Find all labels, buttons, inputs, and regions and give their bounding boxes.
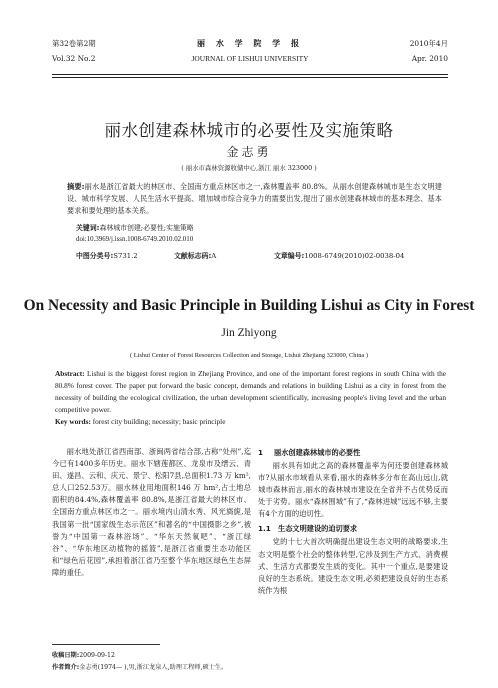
section-1-1-paragraph: 党的十七大首次明确提出建设生态文明的战略要求,生态文明是整个社会的整体转型,它涉及到生产方式、消费模式、生活方式都要发生质的变化。其中一个重点,是要建设良好的生态系统。建设生态文明,必须把建设良好的生态系统作为根 [258, 537, 448, 595]
volume-issue-en: Vol.32 No.2 [52, 54, 96, 63]
keywords-label-cn: 关键词: [76, 224, 100, 232]
abstract-label-en: Abstract: [55, 369, 85, 378]
article-title-cn: 丽水创建森林城市的必要性及实施策略 [104, 121, 394, 140]
section-1-1-title: 生态文明建设的迫切要求 [278, 524, 358, 534]
doc-code-field [174, 250, 274, 260]
section-1-1-heading [258, 522, 448, 536]
running-header [52, 38, 448, 74]
doi: doi:10.3969/j.issn.1008-6749.2010.02.010 [76, 236, 194, 243]
footnote-received [52, 650, 115, 659]
clc-value: S731.2 [113, 252, 138, 260]
doc-code-value: A [211, 252, 217, 260]
date-en: Apr. 2010 [411, 54, 448, 63]
classification-row [76, 250, 448, 260]
section-1-heading [258, 446, 448, 460]
clc-label: 中图分类号: [76, 252, 114, 260]
author-bio: 金志勇(1974— ),男,浙江龙泉人,助理工程师,硕士生。 [79, 664, 228, 671]
abstract-text-en: Lishui is the biggest forest region in Zhejiang Province, and one of the important forest regions in south China with the 80.8% forest cover. The paper put forward the basic concept, demands and relations in building Lishui as a city in forest from the necessity of building the ecological civilization, the urban development scientifically, increasing people's living level and the urban competitive power. [55, 369, 446, 414]
abstract-label-cn: 摘要: [67, 182, 85, 191]
body-left-column: 丽水地处浙江省西南部、浙闽两省结合部,古称“处州”,迄今已有1400多年历史。丽水下辖莲都区、龙泉市及缙云、青田、遂昌、云和、庆元、景宁、松阳7县,总面积1.73 万 km²,总人口252.53万。丽水林业用地面积146 万 hm²,占土地总面积的84.4%,森林覆盖率 80.8%,是浙江省最大的林区市、全国南方重点林区市之一。丽水境内山清水秀、风光旖旎,是我国第一批“国家级生态示范区”和著名的“中国摄影之乡”,被誉为“中国第一森林浴场”、“华东天然氧吧”、“浙江绿谷”、“华东地区动植物的摇篮”,是浙江省重要生态功能区和“绿色后花园”,承担着浙江省乃至整个华东地区绿色生态屏障的重任。 [52, 447, 251, 577]
section-1-1-number: 1.1 [258, 524, 271, 534]
author-bio-label: 作者简介: [52, 664, 80, 671]
author-name-en: Jin Zhiyong [221, 327, 277, 339]
article-no-field [274, 250, 404, 260]
body-right-column [258, 446, 448, 597]
date-cn: 2010年4月 [409, 39, 448, 48]
article-title-en: On Necessity and Basic Principle in Building Lishui as City in Forest [23, 297, 475, 314]
keywords-en [55, 417, 446, 426]
section-1-number: 1 [258, 448, 264, 457]
abstract-cn [67, 181, 442, 217]
footnote-rule [52, 644, 160, 645]
author-name-cn: 金志勇 [226, 145, 272, 159]
affiliation-cn: ( 丽水市森林资源收储中心,浙江 丽水 323000 ) [181, 164, 317, 172]
keywords-text-cn: 森林城市创建;必要性;实施策略 [99, 224, 194, 232]
footnote-author [52, 662, 227, 671]
doc-code-label: 文献标志码: [174, 252, 212, 260]
journal-name-en: JOURNAL OF LISHUI UNIVERSITY [191, 54, 309, 63]
keywords-label-en: Key words: [55, 417, 91, 426]
affiliation-en: ( Lishui Center of Forest Resources Collection and Storage, Lishui Zhejiang 323000, China ) [129, 352, 368, 359]
clc-field [76, 250, 174, 260]
article-no-value: 1008-6749(2010)02-0038-04 [304, 252, 405, 260]
keywords-text-en: forest city building; necessity; basic principle [92, 417, 226, 426]
abstract-en [55, 368, 446, 416]
volume-issue-cn: 第32卷第2期 [52, 39, 96, 48]
article-no-label: 文章编号: [274, 252, 305, 260]
received-date: 2009-09-12 [79, 652, 115, 659]
journal-name-cn: 丽 水 学 院 学 报 [197, 39, 303, 48]
keywords-cn [76, 222, 194, 232]
section-1-paragraph: 丽水具有如此之高的森林覆盖率为何还要创建森林城市?从丽水市域看从来看,丽水的森林多分布在高山远山,就城市森林而言,丽水的森林城市建设在全省并不占优势反而处于劣势。丽水“森林围城”有了,“森林进城”远远不够,主要有4个方面的迫切性。 [258, 461, 448, 519]
abstract-text-cn: 丽水是浙江省最大的林区市、全国南方重点林区市之一,森林覆盖率 80.8%。从丽水创建森林城市是生态文明建设、城市科学发展、人民生活水平提高、增加城市综合竞争力的需要出发,提出了丽水创建森林城市的基本理念、基本要求和要处理的基本关系。 [67, 182, 442, 215]
header-rule [52, 74, 448, 78]
section-1-title: 丽水创建森林城市的必要性 [274, 448, 361, 457]
received-label: 收稿日期: [52, 652, 80, 659]
